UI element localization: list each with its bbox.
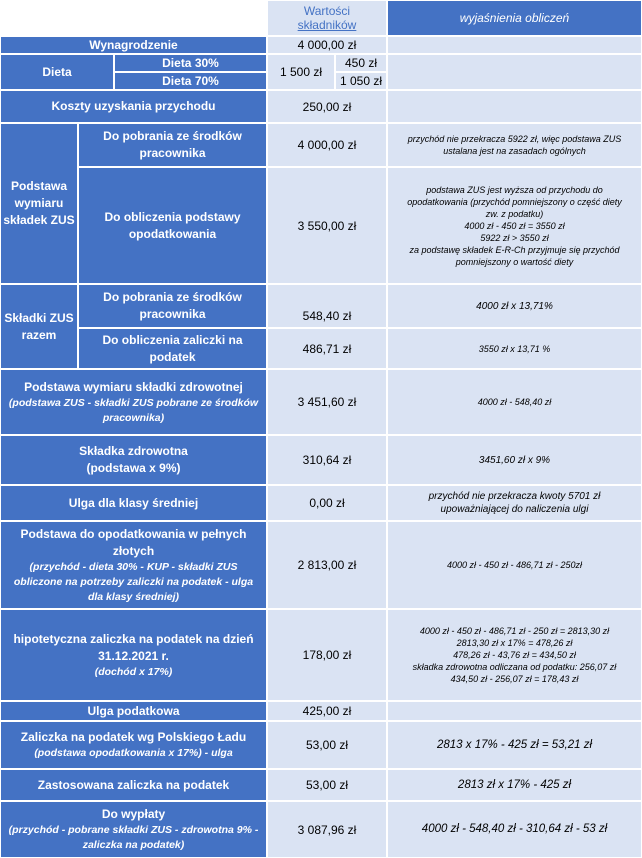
zus-base-label-line1: Podstawa bbox=[10, 179, 67, 193]
zus-base-tax-expl-line: 5922 zł > 3550 zł bbox=[480, 232, 549, 243]
zus-total-advance-explanation: 3550 zł x 13,71 % bbox=[388, 329, 641, 368]
salary-explanation bbox=[388, 37, 641, 53]
applied-advance-explanation: 2813 zł x 17% - 425 zł bbox=[388, 770, 641, 800]
health-base-explanation: 4000 zł - 548,40 zł bbox=[388, 370, 641, 434]
costs-explanation bbox=[388, 91, 641, 122]
zus-base-tax-label-line1: Do obliczenia podstawy bbox=[104, 209, 241, 224]
zus-base-label bbox=[1, 124, 77, 283]
zus-total-label bbox=[1, 285, 77, 368]
polish-deal-advance-sub: (podstawa opodatkowania x 17%) - ulga bbox=[34, 747, 233, 759]
zus-total-advance-label-line2: podatek bbox=[149, 349, 196, 364]
zus-base-tax-expl-line: za podstawę składek E-R-Ch przyjmuje się przychód bbox=[409, 244, 620, 255]
zus-base-collect-label bbox=[79, 124, 266, 166]
zus-total-collect-label-line1: Do pobrania ze środków bbox=[103, 290, 242, 304]
zus-total-collect-label bbox=[79, 285, 266, 327]
zus-base-tax-label-line2: opodatkowania bbox=[128, 226, 217, 241]
tax-relief-explanation bbox=[388, 702, 641, 720]
tax-base-sub-line1: (przychód - dieta 30% - KUP - składki ZUS bbox=[29, 560, 238, 573]
hypothetical-advance-label bbox=[1, 610, 266, 700]
hypothetical-advance-expl-line: składka zdrowotna odliczana od podatku: 256,07 zł bbox=[412, 662, 617, 672]
payout-label bbox=[1, 802, 266, 857]
zus-base-label-line2: wymiaru bbox=[14, 196, 64, 210]
hypothetical-advance-expl-line: 2813,30 zł x 17% = 478,26 zł bbox=[456, 638, 573, 648]
health-base-sub-line1: (podstawa ZUS - składki ZUS pobrane ze środków bbox=[8, 396, 259, 409]
zus-base-tax-label bbox=[79, 168, 266, 283]
zus-total-label-line1: Składki ZUS bbox=[4, 310, 74, 325]
tax-relief-label: Ulga podatkowa bbox=[1, 702, 266, 720]
polish-deal-advance-explanation: 2813 x 17% - 425 zł = 53,21 zł bbox=[388, 722, 641, 768]
hypothetical-advance-sub: (dochód x 17%) bbox=[94, 665, 173, 678]
diet30-label: Dieta 30% bbox=[115, 55, 266, 71]
tax-relief-value: 425,00 zł bbox=[268, 702, 386, 720]
diet70-value: 1 050 zł bbox=[336, 73, 386, 89]
diet70-label: Dieta 70% bbox=[115, 73, 266, 89]
polish-deal-advance-label bbox=[1, 722, 266, 768]
health-base-label-main: Podstawa wymiaru składki zdrowotnej bbox=[24, 379, 243, 394]
costs-label: Koszty uzyskania przychodu bbox=[1, 91, 266, 122]
zus-base-tax-expl-line: zw. z podatku) bbox=[485, 208, 544, 219]
salary-value: 4 000,00 zł bbox=[268, 37, 386, 53]
values-column-header bbox=[268, 1, 386, 35]
health-contribution-label-line2: (podstawa x 9%) bbox=[86, 461, 181, 475]
zus-base-collect-expl-line2: ustalana jest na zasadach ogólnych bbox=[443, 146, 586, 156]
hypothetical-advance-expl-line: 434,50 zł - 256,07 zł = 178,43 zł bbox=[450, 674, 579, 684]
tax-base-value: 2 813,00 zł bbox=[268, 522, 386, 608]
zus-total-advance-label bbox=[79, 329, 266, 368]
explanations-column-header: wyjaśnienia obliczeń bbox=[388, 1, 641, 35]
zus-total-advance-value: 486,71 zł bbox=[268, 329, 386, 368]
polish-deal-advance-value: 53,00 zł bbox=[268, 722, 386, 768]
zus-base-tax-expl-line: pomniejszony o wartość diety bbox=[455, 256, 574, 267]
values-column-header-line1: Wartości bbox=[303, 4, 351, 18]
hypothetical-advance-label-line2: 31.12.2021 r. bbox=[98, 648, 169, 663]
zus-base-tax-explanation bbox=[388, 168, 641, 283]
zus-total-collect-value: 548,40 zł bbox=[268, 285, 386, 327]
applied-advance-value: 53,00 zł bbox=[268, 770, 386, 800]
zus-base-collect-label-line2: pracownika bbox=[139, 146, 206, 160]
diet-total-value: 1 500 zł bbox=[268, 55, 334, 89]
payout-value: 3 087,96 zł bbox=[268, 802, 386, 857]
health-contribution-label bbox=[1, 436, 266, 484]
zus-base-tax-value: 3 550,00 zł bbox=[268, 168, 386, 283]
health-contribution-explanation: 3451,60 zł x 9% bbox=[388, 436, 641, 484]
diet30-value: 450 zł bbox=[336, 55, 386, 71]
salary-label: Wynagrodzenie bbox=[1, 37, 266, 53]
costs-value: 250,00 zł bbox=[268, 91, 386, 122]
health-base-label bbox=[1, 370, 266, 434]
middle-class-relief-expl-line1: przychód nie przekracza kwoty 5701 zł bbox=[428, 491, 601, 502]
tax-base-explanation: 4000 zł - 450 zł - 486,71 zł - 250zł bbox=[388, 522, 641, 608]
tax-base-label-line2: złotych bbox=[112, 543, 155, 558]
middle-class-relief-explanation bbox=[388, 486, 641, 520]
zus-base-collect-explanation bbox=[388, 124, 641, 166]
payout-explanation: 4000 zł - 548,40 zł - 310,64 zł - 53 zł bbox=[388, 802, 641, 857]
zus-total-collect-label-line2: pracownika bbox=[139, 307, 206, 321]
payout-label-main: Do wypłaty bbox=[101, 807, 166, 821]
middle-class-relief-value: 0,00 zł bbox=[268, 486, 386, 520]
applied-advance-label: Zastosowana zaliczka na podatek bbox=[1, 770, 266, 800]
health-contribution-label-line1: Składka zdrowotna bbox=[79, 444, 188, 458]
payout-sub-line1: (przychód - pobrane składki ZUS - zdrowotna 9% - bbox=[8, 824, 259, 836]
tax-base-sub-line2: obliczone na potrzeby zaliczki na podatek - ulga bbox=[13, 575, 254, 588]
zus-base-tax-expl-line: opodatkowania (przychód pomniejszony o część diety bbox=[407, 196, 622, 207]
tax-base-label-line1: Podstawa do opodatkowania w pełnych bbox=[20, 526, 247, 541]
hypothetical-advance-label-line1: hipotetyczna zaliczka na podatek na dzień bbox=[13, 631, 254, 646]
payout-sub-line2: zaliczka na podatek) bbox=[82, 839, 185, 851]
zus-base-tax-expl-line: 4000 zł - 450 zł = 3550 zł bbox=[464, 220, 565, 231]
middle-class-relief-expl-line2: upoważniającej do naliczenia ulgi bbox=[440, 504, 589, 515]
zus-base-tax-expl-line: podstawa ZUS jest wyższa od przychodu do bbox=[426, 184, 603, 195]
hypothetical-advance-value: 178,00 zł bbox=[268, 610, 386, 700]
health-base-value: 3 451,60 zł bbox=[268, 370, 386, 434]
hypothetical-advance-expl-line: 4000 zł - 450 zł - 486,71 zł - 250 zł = 2813,30 zł bbox=[419, 626, 610, 636]
zus-total-label-line2: razem bbox=[21, 327, 57, 342]
zus-base-collect-label-line1: Do pobrania ze środków bbox=[103, 129, 242, 143]
health-base-sub-line2: pracownika) bbox=[102, 411, 165, 424]
tax-base-sub-line3: dla klasy średniej) bbox=[87, 590, 180, 603]
values-column-header-line2: składników bbox=[297, 18, 357, 32]
tax-base-label bbox=[1, 522, 266, 608]
zus-base-collect-value: 4 000,00 zł bbox=[268, 124, 386, 166]
health-contribution-value: 310,64 zł bbox=[268, 436, 386, 484]
hypothetical-advance-expl-line: 478,26 zł - 43,76 zł = 434,50 zł bbox=[453, 650, 576, 660]
zus-base-collect-expl-line1: przychód nie przekracza 5922 zł, więc podstawa ZUS bbox=[407, 134, 622, 144]
zus-base-label-line3: składek ZUS bbox=[3, 213, 75, 227]
middle-class-relief-label: Ulga dla klasy średniej bbox=[1, 486, 266, 520]
zus-total-collect-explanation: 4000 zł x 13,71% bbox=[388, 285, 641, 327]
zus-total-advance-label-line1: Do obliczenia zaliczki na bbox=[102, 332, 243, 347]
diet-label: Dieta bbox=[1, 55, 113, 89]
hypothetical-advance-explanation bbox=[388, 610, 641, 700]
diet-explanation bbox=[388, 55, 641, 89]
polish-deal-advance-label-main: Zaliczka na podatek wg Polskiego Ładu bbox=[20, 730, 247, 744]
